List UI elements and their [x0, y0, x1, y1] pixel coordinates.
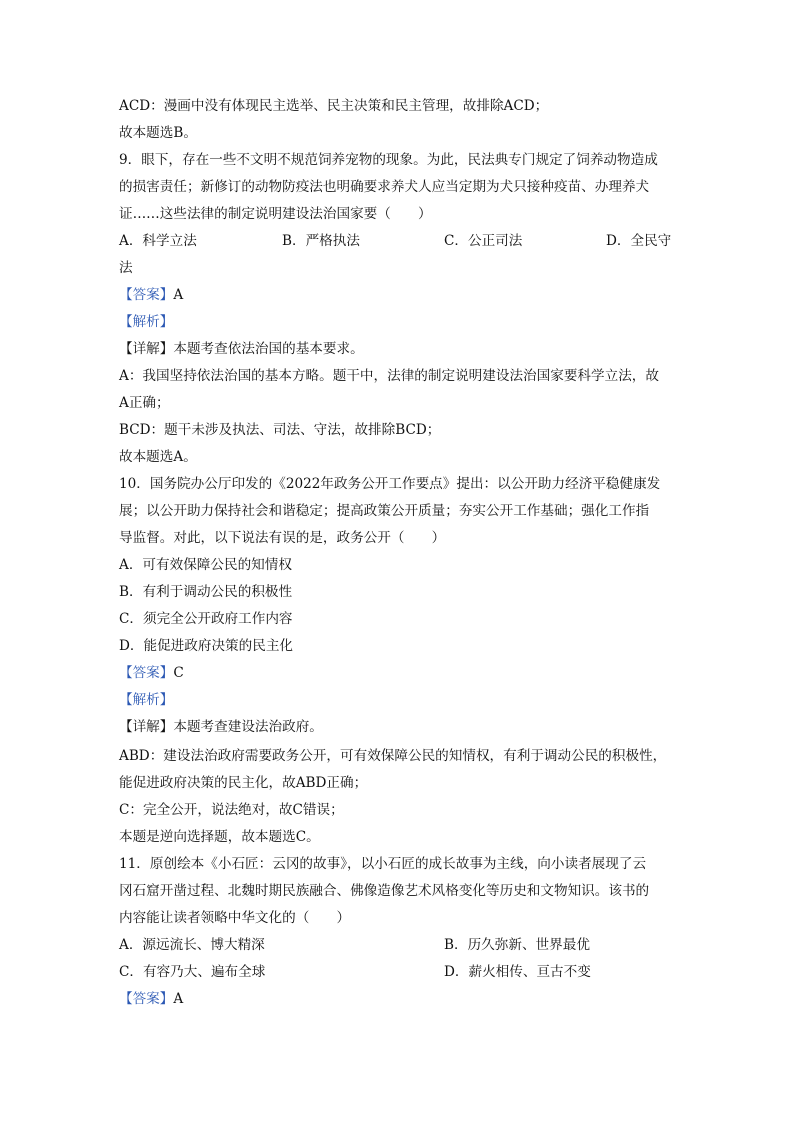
question-9-detail — [119, 339, 364, 359]
question-11-option-d: D．薪火相传、亘古不变 — [444, 964, 591, 980]
question-11-stem: 冈石窟开凿过程、北魏时期民族融合、佛像造像艺术风格变化等历史和文物知识。该书的 — [119, 883, 650, 899]
question-9-stem: 的损害责任；新修订的动物防疫法也明确要求养犬人应当定期为犬只接种疫苗、办理养犬 — [119, 179, 650, 195]
explanation-line: BCD：题干未涉及执法、司法、守法，故排除BCD； — [119, 422, 441, 438]
question-9-stem: 证……这些法律的制定说明建设法治国家要（ ） — [119, 206, 432, 222]
explanation-line: A正确； — [119, 395, 170, 411]
question-10-stem: 展；以公开助力保持社会和谐稳定；提高政策公开质量；夯实公开工作基础；强化工作指 — [119, 503, 650, 519]
question-10-stem: 10．国务院办公厅印发的《2022年政务公开工作要点》提出：以公开助力经济平稳健康发 — [119, 476, 661, 492]
detail-text: 本题考查依法治国的基本要求。 — [173, 341, 364, 357]
question-11-option-b: B．历久弥新、世界最优 — [444, 937, 590, 953]
detail-label: 【详解】 — [119, 719, 174, 735]
answer-label: 【答案】 — [119, 665, 174, 681]
question-9-option-d-wrap: 法 — [119, 260, 133, 276]
question-10-option-d: D．能促进政府决策的民主化 — [119, 638, 294, 654]
question-10-option-a: A．可有效保障公民的知情权 — [119, 557, 292, 573]
answer-label: 【答案】 — [119, 991, 174, 1007]
question-10-stem: 导监督。对此，以下说法有误的是，政务公开（ ） — [119, 530, 446, 546]
answer-label: 【答案】 — [119, 287, 174, 303]
detail-label: 【详解】 — [119, 341, 174, 357]
analysis-label: 【解析】 — [119, 314, 174, 330]
explanation-line: 本题是逆向选择题，故本题选C。 — [119, 829, 320, 845]
explanation-line: C：完全公开，说法绝对，故C错误； — [119, 802, 344, 818]
question-11-stem: 11．原创绘本《小石匠：云冈的故事》，以小石匠的成长故事为主线，向小读者展现了云 — [119, 856, 647, 872]
question-10-option-c: C．须完全公开政府工作内容 — [119, 611, 293, 627]
question-10-option-b: B．有利于调动公民的积极性 — [119, 584, 293, 600]
question-9-option-d: D．全民守 — [606, 233, 672, 249]
answer-value: A — [173, 287, 184, 303]
question-11-answer — [119, 989, 183, 1009]
question-9-option-a: A．科学立法 — [119, 233, 197, 249]
detail-text: 本题考查建设法治政府。 — [173, 719, 323, 735]
text-line: ACD：漫画中没有体现民主选举、民主决策和民主管理，故排除ACD； — [119, 98, 549, 114]
question-9-answer — [119, 285, 183, 305]
question-10-detail — [119, 717, 323, 737]
answer-value: A — [173, 991, 184, 1007]
explanation-line: 故本题选A。 — [119, 449, 197, 465]
explanation-line: 能促进政府决策的民主化，故ABD正确； — [119, 775, 368, 791]
question-11-stem: 内容能让读者领略中华文化的（ ） — [119, 910, 351, 926]
question-11-option-a: A．源远流长、博大精深 — [119, 937, 265, 953]
analysis-label: 【解析】 — [119, 692, 174, 708]
text-line: 故本题选B。 — [119, 125, 197, 141]
question-9-option-c: C．公正司法 — [444, 233, 523, 249]
answer-value: C — [173, 665, 184, 681]
question-9-stem: 9．眼下，存在一些不文明不规范饲养宠物的现象。为此，民法典专门规定了饲养动物造成 — [119, 152, 658, 168]
question-9-option-b: B．严格执法 — [282, 233, 360, 249]
question-10-answer — [119, 663, 184, 683]
explanation-line: ABD：建设法治政府需要政务公开，可有效保障公民的知情权，有利于调动公民的积极性， — [119, 748, 667, 764]
explanation-line: A：我国坚持依法治国的基本方略。题干中，法律的制定说明建设法治国家要科学立法，故 — [119, 368, 659, 384]
question-11-option-c: C．有容乃大、遍布全球 — [119, 964, 266, 980]
